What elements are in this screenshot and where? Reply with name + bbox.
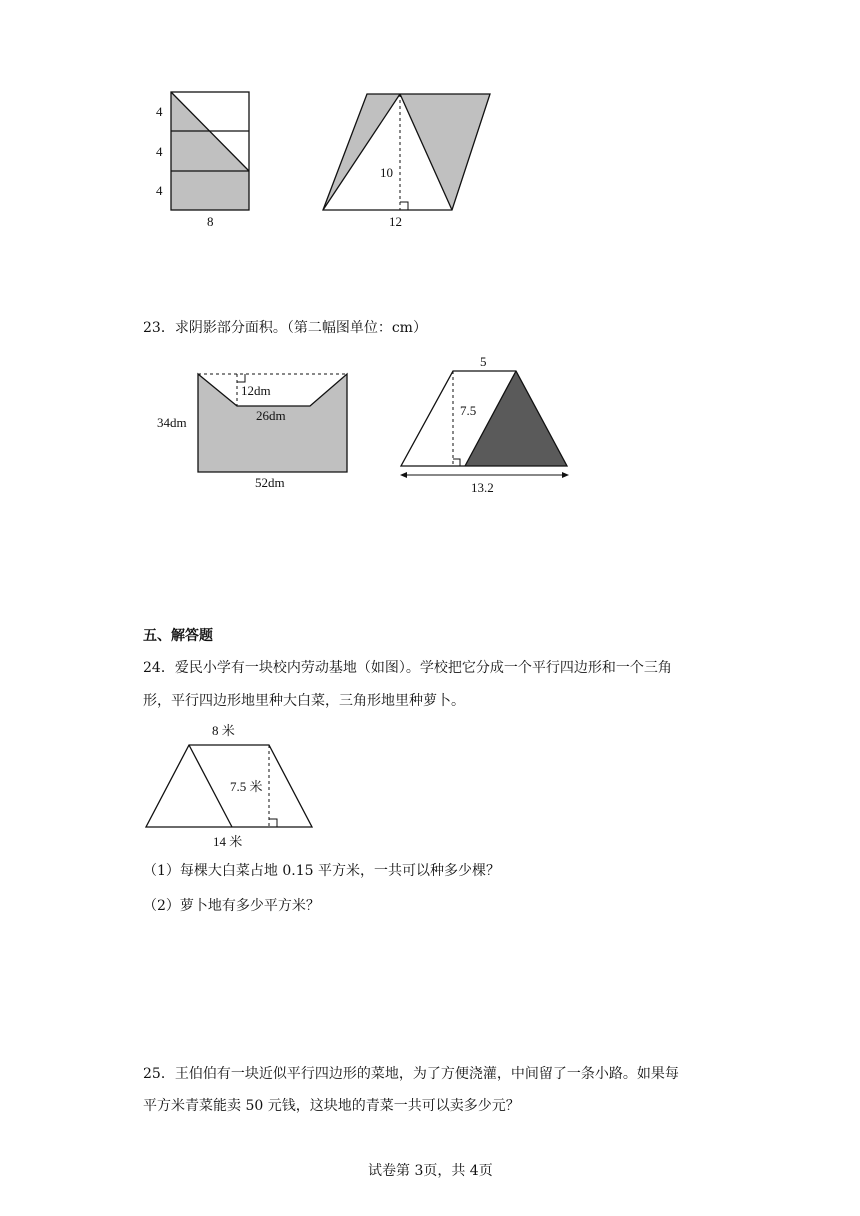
q24-fig-height-label: 7.5 米 (230, 779, 263, 794)
q24-fig-top-label: 8 米 (212, 723, 235, 738)
q24-line-2: 形，平行四边形地里种大白菜，三角形地里种萝卜。 (143, 693, 465, 709)
q25-line-1 (143, 1064, 679, 1084)
q24-number: 24 (143, 660, 161, 676)
page-footer: 试卷第 3页，共 4页 (368, 1163, 493, 1179)
q24-fig-base-label: 14 米 (213, 834, 243, 849)
q24-fig-outline (146, 745, 312, 827)
q24-fig-divider (189, 745, 232, 827)
q23-fig2-base-label: 13.2 (471, 480, 494, 495)
q23-number: 23 (143, 320, 161, 336)
rect-label-3: 4 (156, 183, 163, 198)
q23-fig1-depth-label: 12dm (241, 383, 271, 398)
rect-label-1: 4 (156, 104, 163, 119)
rect-label-2: 4 (156, 144, 163, 159)
q23-fig2-top-label: 5 (480, 354, 487, 369)
q25-text-1: ．王伯伯有一块近似平行四边形的菜地，为了方便浇灌，中间留了一条小路。如果每 (160, 1066, 679, 1082)
q23-fig1-inner-label: 26dm (256, 408, 286, 423)
rect-bottom-label: 8 (207, 214, 214, 229)
q24-sub-1: （1）每棵大白菜占地 0.15 平方米，一共可以种多少棵？ (143, 863, 500, 879)
q23-question: ．求阴影部分面积。（第二幅图单位：cm） (160, 320, 427, 336)
section-title: 五、解答题 (143, 628, 213, 644)
q25-number: 25 (143, 1066, 161, 1082)
q25-line-2: 平方米青菜能卖 50 元钱，这块地的青菜一共可以卖多少元？ (143, 1098, 520, 1114)
para-height-label: 10 (380, 165, 393, 180)
q24-text-1: ．爱民小学有一块校内劳动基地（如图）。学校把它分成一个平行四边形和一个三角 (160, 660, 672, 676)
q23-fig2-height-label: 7.5 (460, 403, 477, 418)
q24-fig-right-angle (269, 819, 277, 827)
q23-fig1-bottom-label: 52dm (255, 475, 285, 490)
q23-fig1-side-label: 34dm (157, 415, 187, 430)
para-base-label: 12 (389, 214, 402, 229)
q24-sub-2: （2）萝卜地有多少平方米？ (143, 898, 320, 914)
